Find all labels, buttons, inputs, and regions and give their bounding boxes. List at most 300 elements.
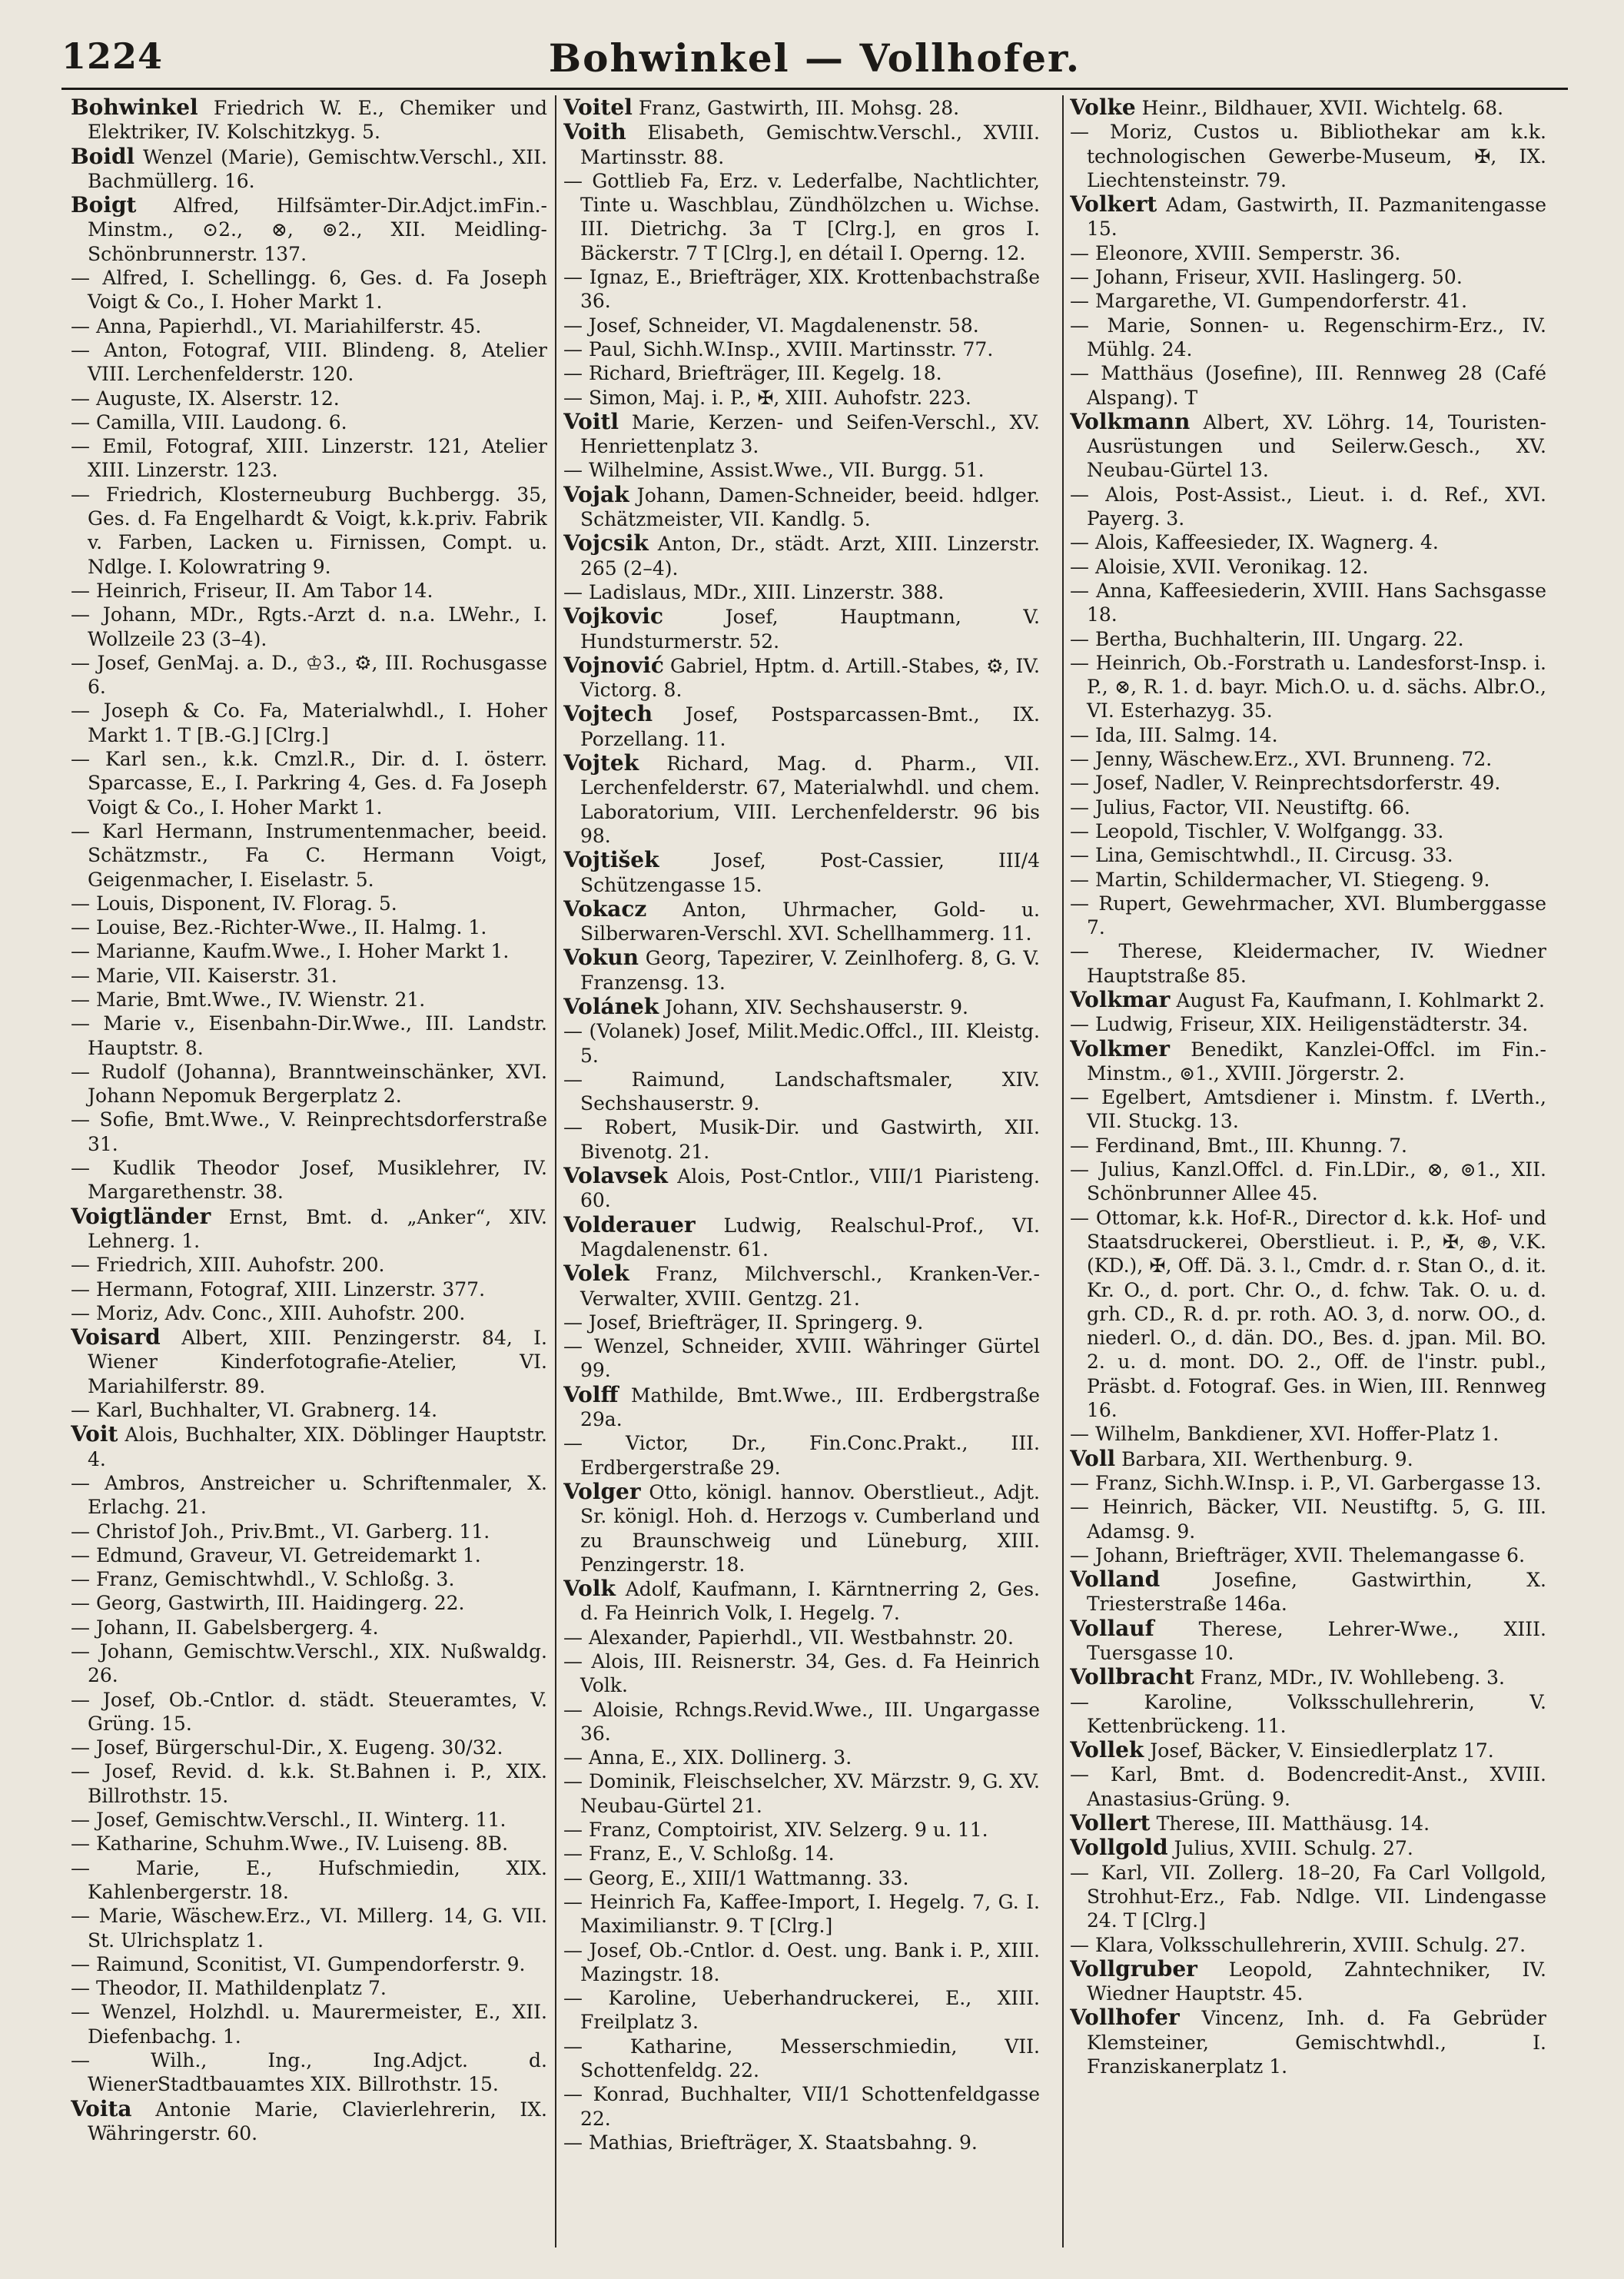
directory-entry bbox=[563, 1626, 1040, 1649]
entry-text: — Heinrich, Ob.-Forstrath u. Landesforst-Insp. i. P., ⊗, R. 1. d. bayr. Mich.O. u. d. sächs. Albr.O., VI. Esterhazyg. 35. bbox=[1070, 651, 1546, 723]
entry-text: — Moriz, Custos u. Bibliothekar am k.k. technologischen Gewerbe-Museum, ✠, IX. Liechtensteinstr. 79. bbox=[1070, 121, 1546, 191]
entry-surname: Vokun bbox=[563, 945, 639, 971]
directory-entry bbox=[1070, 1085, 1546, 1134]
directory-entry bbox=[563, 1383, 1040, 1432]
entry-text: — Franz, Gemischtwhdl., V. Schloßg. 3. bbox=[71, 1568, 455, 1591]
directory-entry bbox=[71, 1277, 547, 1301]
directory-entry bbox=[1070, 819, 1546, 843]
entry-text: — Emil, Fotograf, XIII. Linzerstr. 121, Atelier XIII. Linzerstr. 123. bbox=[71, 435, 547, 482]
directory-entry bbox=[1070, 1158, 1546, 1206]
entry-surname: Vojak bbox=[563, 481, 629, 507]
entry-text: — Alois, Kaffeesieder, IX. Wagnerg. 4. bbox=[1070, 531, 1439, 554]
entry-text: — Louis, Disponent, IV. Florag. 5. bbox=[71, 892, 397, 915]
directory-entry bbox=[71, 2000, 547, 2048]
directory-entry bbox=[71, 95, 547, 145]
directory-entry bbox=[71, 483, 547, 579]
directory-entry bbox=[71, 434, 547, 483]
entry-text: Johann, XIV. Sechshauserstr. 9. bbox=[665, 995, 968, 1018]
entry-surname: Vollgruber bbox=[1070, 1955, 1197, 1982]
entry-surname: Voith bbox=[563, 119, 626, 145]
directory-entry bbox=[1070, 1447, 1546, 1471]
entry-surname: Voit bbox=[71, 1421, 118, 1447]
entry-surname: Vollauf bbox=[1070, 1615, 1154, 1641]
directory-entry bbox=[71, 1976, 547, 2000]
entry-text: — Johann, Friseur, XVII. Haslingerg. 50. bbox=[1070, 266, 1463, 289]
directory-entry bbox=[1070, 796, 1546, 819]
running-head: Bohwinkel — Vollhofer. bbox=[548, 35, 1081, 81]
entry-surname: Volger bbox=[563, 1478, 641, 1504]
directory-entry bbox=[71, 2048, 547, 2097]
directory-entry bbox=[71, 1759, 547, 1808]
directory-entry bbox=[1070, 1134, 1546, 1158]
entry-text: — Alfred, I. Schellingg. 6, Ges. d. Fa Joseph Voigt & Co., I. Hoher Markt 1. bbox=[71, 267, 547, 314]
directory-entry bbox=[563, 1164, 1040, 1213]
entry-text: — Kudlik Theodor Josef, Musiklehrer, IV. Margarethenstr. 38. bbox=[71, 1157, 547, 1204]
directory-entry bbox=[563, 702, 1040, 751]
directory-entry bbox=[563, 386, 1040, 410]
directory-entry bbox=[1070, 651, 1546, 723]
directory-entry bbox=[1070, 868, 1546, 892]
directory-entry bbox=[71, 1543, 547, 1567]
entry-text: — Karoline, Volksschullehrerin, V. Kettenbrückeng. 11. bbox=[1070, 1690, 1546, 1737]
entry-surname: Vollhofer bbox=[1070, 2005, 1180, 2031]
directory-entry bbox=[71, 1520, 547, 1543]
directory-entry bbox=[1070, 1835, 1546, 1860]
entry-text: Franz, Gastwirth, III. Mohsg. 28. bbox=[638, 97, 960, 119]
entry-surname: Boigt bbox=[71, 192, 137, 218]
entry-text: — Aloisie, Rchngs.Revid.Wwe., III. Ungargasse 36. bbox=[563, 1698, 1040, 1745]
directory-entry bbox=[1070, 265, 1546, 289]
entry-text: Josef, Post-Cassier, III/4 Schützengasse 15. bbox=[580, 849, 1040, 896]
entry-text: — Wenzel, Schneider, XVIII. Währinger Gürtel 99. bbox=[563, 1335, 1040, 1382]
directory-entry bbox=[1070, 771, 1546, 795]
directory-entry bbox=[563, 1431, 1040, 1480]
directory-entry bbox=[563, 848, 1040, 897]
directory-entry bbox=[71, 266, 547, 314]
directory-entry bbox=[1070, 555, 1546, 579]
entry-surname: Voitl bbox=[563, 408, 619, 434]
entry-surname: Voigtländer bbox=[71, 1203, 211, 1229]
directory-entry bbox=[563, 1649, 1040, 1698]
directory-column-2 bbox=[563, 95, 1040, 2255]
entry-surname: Vollgold bbox=[1070, 1835, 1168, 1861]
directory-entry bbox=[563, 1115, 1040, 1164]
directory-entry bbox=[1070, 2005, 1546, 2078]
directory-entry bbox=[1070, 1012, 1546, 1036]
entry-text: Mathilde, Bmt.Wwe., III. Erdbergstraße 29a. bbox=[580, 1384, 1040, 1431]
entry-text: — (Volanek) Josef, Milit.Medic.Offcl., III. Kleistg. 5. bbox=[563, 1020, 1040, 1067]
directory-entry bbox=[563, 95, 1040, 120]
entry-text: — Karl, Bmt. d. Bodencredit-Anst., XVIII. Anastasius-Grüng. 9. bbox=[1070, 1763, 1546, 1810]
entry-text: Elisabeth, Gemischtw.Verschl., XVIII. Martinsstr. 88. bbox=[580, 121, 1040, 168]
entry-surname: Volland bbox=[1070, 1566, 1161, 1593]
entry-text: — Anna, Papierhdl., VI. Mariahilferstr. 45. bbox=[71, 314, 482, 337]
directory-entry bbox=[563, 2131, 1040, 2154]
entry-text: — Rupert, Gewehrmacher, XVI. Blumberggasse 7. bbox=[1070, 892, 1546, 939]
page-header bbox=[61, 35, 1568, 89]
directory-entry bbox=[563, 1842, 1040, 1865]
entry-text: — Marie, E., Hufschmiedin, XIX. Kahlenbergerstr. 18. bbox=[71, 1856, 547, 1903]
directory-entry bbox=[71, 1616, 547, 1639]
directory-entry bbox=[71, 1832, 547, 1855]
entry-text: Anton, Uhrmacher, Gold- u. Silberwaren-Verschl. XVI. Schellhammerg. 11. bbox=[580, 898, 1040, 945]
entry-text: — Franz, Comptoirist, XIV. Selzerg. 9 u. 11. bbox=[563, 1819, 988, 1842]
entry-text: — Lina, Gemischtwhdl., II. Circusg. 33. bbox=[1070, 844, 1453, 867]
entry-text: Albert, XIII. Penzingerstr. 84, I. Wiener Kinderfotografie-Atelier, VI. Mariahilferstr. 89. bbox=[88, 1327, 547, 1397]
entry-text: Adam, Gastwirth, II. Pazmanitengasse 15. bbox=[1087, 194, 1546, 241]
directory-entry bbox=[563, 653, 1040, 703]
directory-entry bbox=[1070, 1957, 1546, 2006]
directory-entry bbox=[563, 169, 1040, 265]
directory-entry bbox=[1070, 1690, 1546, 1739]
directory-entry bbox=[71, 1639, 547, 1688]
entry-text: — Karl Hermann, Instrumentenmacher, beeid. Schätzmstr., Fa C. Hermann Voigt, Geigenmacher, I. Eiselastr. 5. bbox=[71, 819, 547, 891]
entry-text: — Josef, Schneider, VI. Magdalenenstr. 58. bbox=[563, 314, 979, 337]
entry-text: — Wilhelmine, Assist.Wwe., VII. Burgg. 51. bbox=[563, 459, 985, 482]
entry-text: — Edmund, Graveur, VI. Getreidemarkt 1. bbox=[71, 1543, 481, 1566]
entry-text: — Johann, II. Gabelsbergerg. 4. bbox=[71, 1616, 379, 1639]
entry-text: Josef, Postsparcassen-Bmt., IX. Porzellang. 11. bbox=[580, 703, 1040, 750]
entry-text: — Heinrich, Bäcker, VII. Neustiftg. 5, G. III. Adamsg. 9. bbox=[1070, 1496, 1546, 1543]
entry-surname: Volkmar bbox=[1070, 986, 1171, 1012]
directory-entry bbox=[71, 1952, 547, 1976]
directory-entry bbox=[71, 1688, 547, 1736]
entry-text: Antonie Marie, Clavierlehrerin, IX. Währingerstr. 60. bbox=[88, 2098, 547, 2144]
entry-text: — Anna, Kaffeesiederin, XVIII. Hans Sachsgasse 18. bbox=[1070, 579, 1546, 626]
entry-text: — Theodor, II. Mathildenplatz 7. bbox=[71, 1977, 387, 2000]
directory-entry bbox=[563, 1890, 1040, 1938]
entry-text: — Martin, Schildermacher, VI. Stiegeng. 9. bbox=[1070, 868, 1490, 891]
entry-text: Ernst, Bmt. d. „Anker“, XIV. Lehnerg. 1. bbox=[88, 1205, 547, 1252]
directory-column-3 bbox=[1070, 95, 1546, 2255]
directory-entry bbox=[1070, 1471, 1546, 1495]
entry-surname: Vojcsik bbox=[563, 530, 649, 556]
entry-text: — Wilh., Ing., Ing.Adjct. d. WienerStadtbauamtes XIX. Billrothstr. 15. bbox=[71, 2049, 547, 2096]
entry-text: — Aloisie, XVII. Veronikag. 12. bbox=[1070, 555, 1369, 578]
entry-text: — Christof Joh., Priv.Bmt., VI. Garberg. 11. bbox=[71, 1520, 490, 1543]
entry-text: — Ambros, Anstreicher u. Schriftenmaler, X. Erlachg. 21. bbox=[71, 1471, 547, 1519]
entry-surname: Volkert bbox=[1070, 191, 1157, 218]
entry-text: — Camilla, VIII. Laudong. 6. bbox=[71, 410, 347, 434]
entry-text: — Marie, Sonnen- u. Regenschirm-Erz., IV. Mühlg. 24. bbox=[1070, 314, 1546, 360]
entry-text: — Katharine, Schuhm.Wwe., IV. Luiseng. 8B. bbox=[71, 1832, 509, 1855]
entry-text: — Ferdinand, Bmt., III. Khunng. 7. bbox=[1070, 1134, 1407, 1157]
entry-text: Wenzel (Marie), Gemischtw.Verschl., XII. Bachmüllerg. 16. bbox=[88, 145, 547, 192]
directory-entry bbox=[563, 361, 1040, 385]
entry-text: — Hermann, Fotograf, XIII. Linzerstr. 377. bbox=[71, 1277, 486, 1301]
directory-entry bbox=[1070, 361, 1546, 410]
directory-entry bbox=[563, 1769, 1040, 1818]
entry-surname: Volek bbox=[563, 1261, 629, 1287]
directory-entry bbox=[1070, 1206, 1546, 1423]
directory-entry bbox=[71, 1591, 547, 1615]
entry-text: — Marie, VII. Kaiserstr. 31. bbox=[71, 964, 337, 987]
entry-text: Heinr., Bildhauer, XVII. Wichtelg. 68. bbox=[1141, 97, 1504, 119]
directory-entry bbox=[71, 892, 547, 915]
entry-text: — Karl, VII. Zollerg. 18–20, Fa Carl Vollgold, Strohhut-Erz., Fab. Ndlge. VII. Lindengasse 24. T [Clrg.] bbox=[1070, 1861, 1546, 1932]
entry-text: — Moriz, Adv. Conc., XIII. Auhofstr. 200. bbox=[71, 1301, 466, 1324]
entry-text: — Auguste, IX. Alserstr. 12. bbox=[71, 387, 340, 410]
directory-entry bbox=[563, 314, 1040, 337]
entry-text: — Ignaz, E., Briefträger, XIX. Krottenbachstraße 36. bbox=[563, 266, 1040, 313]
directory-entry bbox=[1070, 1933, 1546, 1957]
directory-entry bbox=[71, 988, 547, 1012]
entry-text: — Josef, Nadler, V. Reinprechtsdorferstr. 49. bbox=[1070, 772, 1501, 795]
directory-entry bbox=[1070, 483, 1546, 531]
entry-text: — Anna, E., XIX. Dollinerg. 3. bbox=[563, 1746, 852, 1769]
entry-text: Vincenz, Inh. d. Fa Gebrüder Klemsteiner, Gemischtwhdl., I. Franziskanerplatz 1. bbox=[1087, 2007, 1546, 2078]
entry-text: Georg, Tapezirer, V. Zeinlhoferg. 8, G. V. Franzensg. 13. bbox=[580, 947, 1040, 994]
entry-text: — Ida, III. Salmg. 14. bbox=[1070, 723, 1278, 746]
directory-entry bbox=[71, 579, 547, 603]
entry-text: — Josef, Ob.-Cntlor. d. städt. Steueramtes, V. Grüng. 15. bbox=[71, 1688, 547, 1735]
entry-text: — Paul, Sichh.W.Insp., XVIII. Martinsstr. 77. bbox=[563, 337, 994, 360]
directory-entry bbox=[1070, 1616, 1546, 1666]
directory-entry bbox=[71, 1567, 547, 1591]
directory-entry bbox=[563, 2035, 1040, 2083]
entry-text: — Julius, Factor, VII. Neustiftg. 66. bbox=[1070, 796, 1410, 819]
entry-text: — Raimund, Sconitist, VI. Gumpendorferstr. 9. bbox=[71, 1952, 526, 1975]
entry-surname: Vojkovic bbox=[563, 603, 663, 630]
entry-text: — Eleonore, XVIII. Semperstr. 36. bbox=[1070, 241, 1401, 264]
directory-entry bbox=[563, 1213, 1040, 1262]
entry-text: — Alois, Post-Assist., Lieut. i. d. Ref., XVI. Payerg. 3. bbox=[1070, 483, 1546, 530]
entry-text: — Friedrich, XIII. Auhofstr. 200. bbox=[71, 1254, 385, 1277]
entry-text: Josef, Hauptmann, V. Hundsturmerstr. 52. bbox=[580, 606, 1040, 653]
directory-entry bbox=[1070, 627, 1546, 651]
directory-column-1 bbox=[71, 95, 547, 2255]
entry-text: — Ludwig, Friseur, XIX. Heiligenstädterstr. 34. bbox=[1070, 1013, 1529, 1036]
header-rule bbox=[61, 88, 1568, 90]
entry-text: — Wilhelm, Bankdiener, XVI. Hoffer-Platz 1. bbox=[1070, 1423, 1499, 1446]
entry-text: Leopold, Zahntechniker, IV. Wiedner Hauptstr. 45. bbox=[1087, 1958, 1546, 2005]
entry-surname: Vojtišek bbox=[563, 847, 659, 873]
entry-text: — Matthäus (Josefine), III. Rennweg 28 (Café Alspang). T bbox=[1070, 362, 1546, 409]
directory-entry bbox=[563, 1068, 1040, 1116]
directory-entry bbox=[71, 193, 547, 266]
entry-text: Alois, Post-Cntlor., VIII/1 Piaristeng. 60. bbox=[580, 1165, 1040, 1212]
directory-entry bbox=[1070, 1861, 1546, 1933]
directory-entry bbox=[1070, 1543, 1546, 1567]
directory-entry bbox=[1070, 1495, 1546, 1543]
entry-surname: Boidl bbox=[71, 143, 135, 169]
entry-text: Alfred, Hilfsämter-Dir.Adjct.imFin.-Minstm., ⊙2., ⊗, ⊚2., XII. Meidling-Schönbrunnerstr. 137. bbox=[88, 194, 547, 265]
entry-text: — Franz, Sichh.W.Insp. i. P., VI. Garbergasse 13. bbox=[1070, 1471, 1542, 1494]
directory-entry bbox=[563, 458, 1040, 482]
directory-entry bbox=[1070, 747, 1546, 771]
entry-text: — Leopold, Tischler, V. Wolfgangg. 33. bbox=[1070, 819, 1444, 842]
directory-entry bbox=[563, 1698, 1040, 1746]
entry-text: Franz, Milchverschl., Kranken-Ver.-Verwalter, XVIII. Gentzg. 21. bbox=[580, 1263, 1040, 1310]
directory-entry bbox=[71, 1012, 547, 1060]
directory-entry bbox=[1070, 410, 1546, 483]
directory-entry bbox=[71, 699, 547, 747]
entry-text: — Victor, Dr., Fin.Conc.Prakt., III. Erdbergerstraße 29. bbox=[563, 1432, 1040, 1479]
directory-entry bbox=[563, 531, 1040, 580]
directory-entry bbox=[563, 995, 1040, 1019]
entry-text: — Josef, Bürgerschul-Dir., X. Eugeng. 30/32. bbox=[71, 1736, 503, 1759]
entry-text: — Raimund, Landschaftsmaler, XIV. Sechshauserstr. 9. bbox=[563, 1068, 1040, 1115]
entry-text: Gabriel, Hptm. d. Artill.-Stabes, ⚙, IV. Victorg. 8. bbox=[580, 654, 1040, 702]
entry-surname: Vollek bbox=[1070, 1737, 1144, 1763]
entry-text: — Julius, Kanzl.Offcl. d. Fin.LDir., ⊗, ⊚1., XII. Schönbrunner Allee 45. bbox=[1070, 1158, 1546, 1205]
entry-text: Richard, Mag. d. Pharm., VII. Lerchenfelderstr. 67, Materialwhdl. und chem. Laboratorium, VIII. Lerchenfelderstr. 96 bis 98. bbox=[580, 752, 1040, 847]
directory-entry bbox=[71, 2097, 547, 2146]
entry-text: — Egelbert, Amtsdiener i. Minstm. f. LVerth., VII. Stuckg. 13. bbox=[1070, 1086, 1546, 1133]
directory-entry bbox=[71, 939, 547, 963]
directory-entry bbox=[71, 1471, 547, 1520]
directory-entry bbox=[563, 1334, 1040, 1383]
entry-text: Josef, Bäcker, V. Einsiedlerplatz 17. bbox=[1150, 1739, 1494, 1762]
entry-text: — Georg, Gastwirth, III. Haidingerg. 22. bbox=[71, 1592, 465, 1615]
directory-entry bbox=[563, 1261, 1040, 1311]
entry-text: — Heinrich, Friseur, II. Am Tabor 14. bbox=[71, 579, 433, 602]
directory-entry bbox=[71, 1856, 547, 1905]
directory-entry bbox=[71, 1108, 547, 1156]
entry-surname: Vojtech bbox=[563, 701, 653, 727]
entry-surname: Voitel bbox=[563, 95, 633, 120]
directory-entry bbox=[563, 2082, 1040, 2131]
directory-entry bbox=[563, 580, 1040, 604]
entry-text: — Josef, Ob.-Cntlor. d. Oest. ung. Bank i. P., XIII. Mazingstr. 18. bbox=[563, 1938, 1040, 1985]
directory-entry bbox=[71, 1904, 547, 1952]
directory-entry bbox=[563, 483, 1040, 532]
directory-entry bbox=[71, 819, 547, 892]
entry-text: — Jenny, Wäschew.Erz., XVI. Brunneng. 72. bbox=[1070, 748, 1493, 771]
entry-surname: Volderauer bbox=[563, 1211, 696, 1238]
directory-entry bbox=[563, 1576, 1040, 1626]
entry-text: — Anton, Fotograf, VIII. Blindeng. 8, Atelier VIII. Lerchenfelderstr. 120. bbox=[71, 338, 547, 386]
entry-text: — Marie, Bmt.Wwe., IV. Wienstr. 21. bbox=[71, 988, 426, 1011]
directory-entry bbox=[71, 964, 547, 988]
directory-entry bbox=[71, 603, 547, 651]
entry-surname: Bohwinkel bbox=[71, 95, 198, 120]
directory-entry bbox=[71, 1422, 547, 1471]
directory-entry bbox=[71, 1301, 547, 1325]
directory-entry bbox=[1070, 579, 1546, 627]
directory-entry bbox=[71, 1736, 547, 1759]
entry-surname: Vollert bbox=[1070, 1810, 1151, 1836]
entry-text: — Johann, Briefträger, XVII. Thelemangasse 6. bbox=[1070, 1543, 1526, 1566]
directory-entry bbox=[1070, 289, 1546, 313]
directory-entry bbox=[1070, 120, 1546, 192]
entry-text: — Konrad, Buchhalter, VII/1 Schottenfeldgasse 22. bbox=[563, 2083, 1040, 2130]
directory-entry bbox=[563, 120, 1040, 169]
entry-text: — Karl sen., k.k. Cmzl.R., Dir. d. I. österr. Sparcasse, E., I. Parkring 4, Ges. d. Fa Joseph Voigt & Co., I. Hoher Markt 1. bbox=[71, 748, 547, 819]
directory-entry bbox=[71, 651, 547, 699]
entry-text: Franz, MDr., IV. Wohllebeng. 3. bbox=[1200, 1666, 1505, 1689]
directory-entry bbox=[563, 1938, 1040, 1987]
directory-entry bbox=[71, 1808, 547, 1832]
entry-text: — Joseph & Co. Fa, Materialwhdl., I. Hoher Markt 1. T [B.-G.] [Clrg.] bbox=[71, 699, 547, 746]
entry-surname: Volkmann bbox=[1070, 408, 1191, 434]
entry-text: — Marie v., Eisenbahn-Dir.Wwe., III. Landstr. Hauptstr. 8. bbox=[71, 1012, 547, 1059]
directory-entry bbox=[1070, 988, 1546, 1012]
entry-surname: Vojnović bbox=[563, 652, 664, 678]
entry-text: Josefine, Gastwirthin, X. Triesterstraße 146a. bbox=[1087, 1569, 1546, 1616]
entry-text: — Franz, E., V. Schloßg. 14. bbox=[563, 1842, 835, 1865]
directory-entry bbox=[563, 1866, 1040, 1890]
directory-entry bbox=[71, 1204, 547, 1254]
entry-text: Albert, XV. Löhrg. 14, Touristen-Ausrüstungen und Seilerw.Gesch., XV. Neubau-Gürtel 13. bbox=[1087, 410, 1546, 482]
directory-entry bbox=[1070, 1762, 1546, 1811]
directory-entry bbox=[563, 897, 1040, 946]
entry-text: Johann, Damen-Schneider, beeid. hdlger. Schätzmeister, VII. Kandlg. 5. bbox=[580, 483, 1040, 531]
directory-entry bbox=[1070, 95, 1546, 120]
entry-text: — Friedrich, Klosterneuburg Buchbergg. 35, Ges. d. Fa Engelhardt & Voigt, k.k.priv. Fabrik v. Farben, Lacken u. Firnissen, Compt. u. Ndlge. I. Kolowratring 9. bbox=[71, 483, 547, 578]
entry-text: — Johann, Gemischtw.Verschl., XIX. Nußwaldg. 26. bbox=[71, 1640, 547, 1687]
directory-entry bbox=[1070, 1738, 1546, 1762]
directory-entry bbox=[71, 915, 547, 939]
entry-text: — Karl, Buchhalter, VI. Grabnerg. 14. bbox=[71, 1399, 438, 1422]
directory-entry bbox=[563, 1480, 1040, 1576]
entry-text: — Ladislaus, MDr., XIII. Linzerstr. 388. bbox=[563, 580, 945, 603]
entry-text: Barbara, XII. Werthenburg. 9. bbox=[1121, 1447, 1413, 1470]
directory-entry bbox=[1070, 1567, 1546, 1616]
entry-text: Anton, Dr., städt. Arzt, XIII. Linzerstr. 265 (2–4). bbox=[580, 533, 1040, 580]
entry-text: — Therese, Kleidermacher, IV. Wiedner Hauptstraße 85. bbox=[1070, 940, 1546, 987]
entry-text: — Sofie, Bmt.Wwe., V. Reinprechtsdorferstraße 31. bbox=[71, 1108, 547, 1155]
directory-entry bbox=[563, 265, 1040, 314]
directory-entry bbox=[1070, 723, 1546, 747]
entry-text: — Rudolf (Johanna), Branntweinschänker, XVI. Johann Nepomuk Bergerplatz 2. bbox=[71, 1060, 547, 1108]
entry-text: — Johann, MDr., Rgts.-Arzt d. n.a. LWehr., I. Wollzeile 23 (3–4). bbox=[71, 603, 547, 650]
entry-text: — Klara, Volksschullehrerin, XVIII. Schulg. 27. bbox=[1070, 1933, 1526, 1956]
entry-text: — Alexander, Papierhdl., VII. Westbahnstr. 20. bbox=[563, 1626, 1014, 1649]
entry-text: — Marianne, Kaufm.Wwe., I. Hoher Markt 1. bbox=[71, 940, 510, 963]
directory-columns bbox=[71, 95, 1577, 2255]
entry-surname: Volk bbox=[563, 1576, 616, 1602]
directory-entry bbox=[1070, 192, 1546, 241]
directory-entry bbox=[71, 1253, 547, 1277]
entry-text: — Simon, Maj. i. P., ✠, XIII. Auhofstr. 223. bbox=[563, 386, 971, 409]
entry-surname: Vokacz bbox=[563, 895, 647, 922]
entry-text: — Josef, Revid. d. k.k. St.Bahnen i. P., XIX. Billrothstr. 15. bbox=[71, 1760, 547, 1807]
directory-entry bbox=[1070, 1665, 1546, 1689]
directory-entry bbox=[71, 1325, 547, 1398]
directory-entry bbox=[1070, 530, 1546, 554]
entry-text: — Heinrich Fa, Kaffee-Import, I. Hegelg. 7, G. I. Maximilianstr. 9. T [Clrg.] bbox=[563, 1890, 1040, 1938]
directory-entry bbox=[71, 145, 547, 194]
entry-text: — Josef, Briefträger, II. Springerg. 9. bbox=[563, 1311, 924, 1334]
directory-entry bbox=[563, 1746, 1040, 1769]
entry-text: — Alois, III. Reisnerstr. 34, Ges. d. Fa Heinrich Volk. bbox=[563, 1650, 1040, 1697]
entry-text: — Robert, Musik-Dir. und Gastwirth, XII. Bivenotg. 21. bbox=[563, 1116, 1040, 1163]
entry-text: — Marie, Wäschew.Erz., VI. Millerg. 14, G. VII. St. Ulrichsplatz 1. bbox=[71, 1905, 547, 1952]
entry-surname: Voita bbox=[71, 2095, 132, 2121]
directory-entry bbox=[1070, 241, 1546, 265]
entry-surname: Voisard bbox=[71, 1324, 161, 1350]
directory-entry bbox=[563, 1311, 1040, 1334]
entry-surname: Volkmer bbox=[1070, 1035, 1171, 1061]
directory-entry bbox=[71, 1060, 547, 1108]
entry-text: Ludwig, Realschul-Prof., VI. Magdalenenstr. 61. bbox=[580, 1214, 1040, 1261]
entry-text: — Gottlieb Fa, Erz. v. Lederfalbe, Nachtlichter, Tinte u. Waschblau, Zündhölzchen u. Wichse. III. Dietrichg. 3a T [Clrg.], en gros I. Bäckerstr. 7 T [Clrg.], en détail I. Operng. 12. bbox=[563, 169, 1040, 264]
entry-surname: Vollbracht bbox=[1070, 1664, 1194, 1690]
entry-surname: Volff bbox=[563, 1381, 619, 1407]
directory-entry bbox=[1070, 1811, 1546, 1835]
entry-text: — Katharine, Messerschmiedin, VII. Schottenfeldg. 22. bbox=[563, 2035, 1040, 2082]
entry-text: — Bertha, Buchhalterin, III. Ungarg. 22. bbox=[1070, 627, 1464, 650]
entry-surname: Volke bbox=[1070, 95, 1136, 120]
directory-entry bbox=[1070, 1037, 1546, 1086]
entry-text: — Josef, Gemischtw.Verschl., II. Winterg. 11. bbox=[71, 1809, 506, 1832]
entry-text: Otto, königl. hannov. Oberstlieut., Adjt. Sr. königl. Hoh. d. Herzogs v. Cumberland und zu Braunschweig und Lüneburg, XIII. Penzingerstr. 18. bbox=[580, 1480, 1040, 1576]
directory-entry bbox=[563, 604, 1040, 653]
entry-text: — Dominik, Fleischselcher, XV. Märzstr. 9, G. XV. Neubau-Gürtel 21. bbox=[563, 1770, 1040, 1817]
directory-entry bbox=[1070, 314, 1546, 362]
entry-text: Marie, Kerzen- und Seifen-Verschl., XV. Henriettenplatz 3. bbox=[580, 410, 1040, 458]
